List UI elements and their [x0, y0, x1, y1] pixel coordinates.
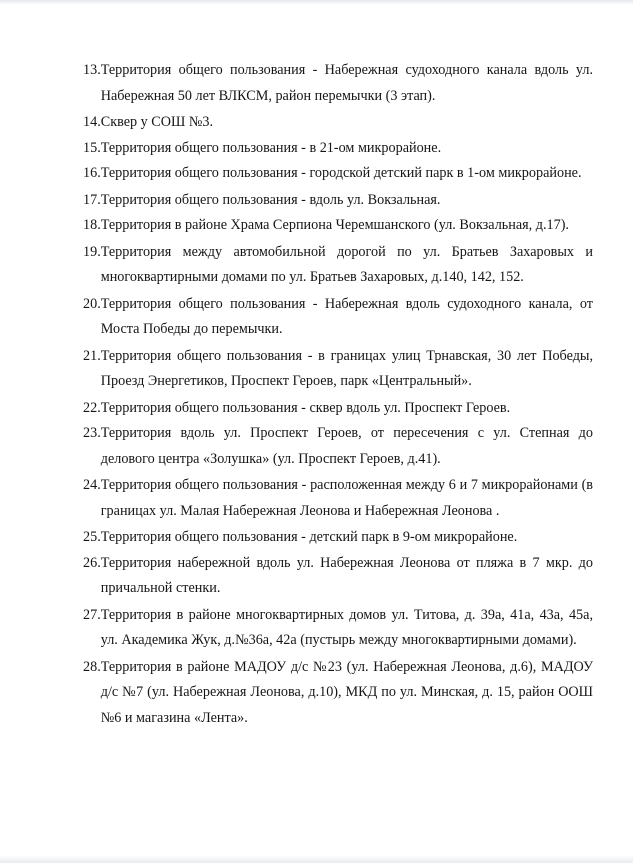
- list-item: [83, 292, 593, 343]
- list-item: [83, 188, 593, 214]
- item-text: Территория общего пользования - вдоль ул. Вокзальная.: [100, 191, 441, 208]
- list-item: [83, 396, 593, 422]
- scan-bottom-edge: [0, 855, 633, 863]
- item-text: Территория общего пользования - Набережная вдоль судоходного канала, от Моста Победы до перемычки.: [100, 295, 593, 337]
- list-item: [83, 421, 593, 472]
- list-item: [83, 58, 593, 109]
- item-text: Территория общего пользования - городской детский парк в 1-ом микрорайоне.: [100, 165, 582, 181]
- item-number: 15.: [83, 139, 101, 156]
- item-text: Территория общего пользования - детский парк в 9-ом микрорайоне.: [100, 529, 518, 545]
- list-item: [83, 525, 593, 551]
- list-item: [83, 240, 593, 291]
- item-text: Территория в районе МАДОУ д/с №23 (ул. Набережная Леонова, д.6), МАДОУ д/с №7 (ул. Набережная Леонова, д.10), МКД по ул. Минская, д. 15, район ООШ №6 и магазина «Лента».: [100, 658, 593, 726]
- item-text: Территория в районе многоквартирных домов ул. Титова, д. 39а, 41а, 43а, 45а, ул. Академика Жук, д.№36а, 42а (пустырь между многоквартирными домами).: [100, 606, 593, 648]
- list-item: [83, 655, 593, 732]
- list-item: [83, 110, 593, 136]
- item-number: 25.: [83, 529, 101, 545]
- item-text: Территория вдоль ул. Проспект Героев, от пересечения с ул. Степная до делового центра «Золушка» (ул. Проспект Героев, д.41).: [100, 425, 593, 467]
- list-item: [83, 473, 593, 524]
- item-text: Территория общего пользования - Набережная судоходного канала вдоль ул. Набережная 50 лет ВЛКСМ, район перемычки (3 этап).: [100, 62, 593, 104]
- item-number: 21.: [83, 347, 101, 364]
- item-number: 22.: [83, 399, 101, 416]
- item-number: 18.: [83, 217, 101, 233]
- list-item: [83, 603, 593, 654]
- item-number: 19.: [83, 243, 101, 260]
- list-item: [83, 136, 593, 162]
- item-number: 26.: [83, 554, 101, 571]
- item-number: 14.: [83, 114, 101, 130]
- item-number: 20.: [83, 295, 101, 312]
- item-text: Территория общего пользования - расположенная между 6 и 7 микрорайонами (в границах ул. Малая Набережная Леонова и Набережная Леонова .: [100, 477, 593, 519]
- territory-list: [83, 58, 593, 732]
- item-number: 17.: [83, 191, 101, 208]
- item-text: Сквер у СОШ №3.: [100, 114, 214, 130]
- item-text: Территория набережной вдоль ул. Набережная Леонова от пляжа в 7 мкр. до причальной стенки.: [100, 554, 593, 596]
- item-number: 23.: [83, 425, 101, 441]
- item-number: 24.: [83, 477, 101, 493]
- item-text: Территория общего пользования - сквер вдоль ул. Проспект Героев.: [100, 399, 511, 416]
- item-number: 27.: [83, 606, 101, 623]
- list-item: [83, 213, 593, 239]
- item-number: 13.: [83, 62, 101, 78]
- list-item: [83, 344, 593, 395]
- list-item: [83, 161, 593, 187]
- item-text: Территория между автомобильной дорогой по ул. Братьев Захаровых и многоквартирными домами по ул. Братьев Захаровых, д.140, 142, 152.: [100, 243, 593, 285]
- item-text: Территория общего пользования - в 21-ом микрорайоне.: [100, 139, 442, 156]
- list-item: [83, 551, 593, 602]
- scan-top-edge: [0, 0, 633, 5]
- item-number: 28.: [83, 658, 101, 675]
- item-text: Территория общего пользования - в границах улиц Трнавская, 30 лет Победы, Проезд Энергетиков, Проспект Героев, парк «Центральный».: [100, 347, 593, 389]
- item-number: 16.: [83, 165, 101, 181]
- item-text: Территория в районе Храма Серпиона Черемшанского (ул. Вокзальная, д.17).: [100, 217, 569, 233]
